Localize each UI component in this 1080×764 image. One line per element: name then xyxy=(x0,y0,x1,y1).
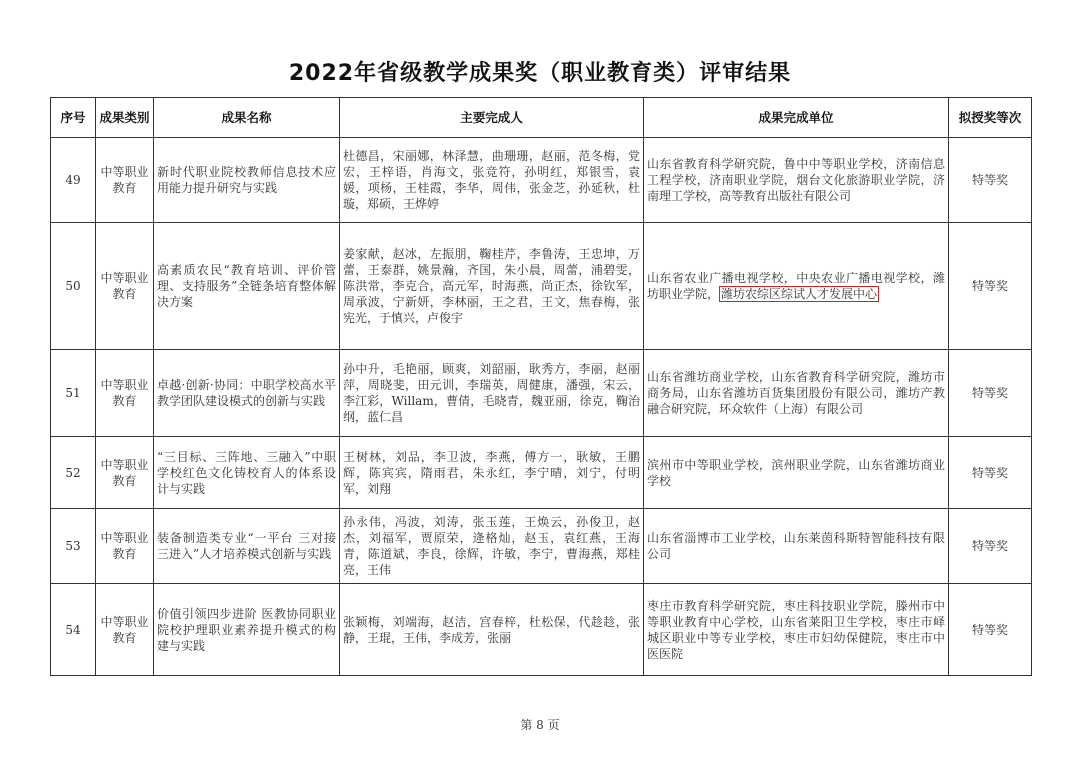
page-number: 第 8 页 xyxy=(520,718,560,732)
units-text: 山东省教育科学研究院，鲁中中等职业学校，济南信息工程学校，济南职业学院，烟台文化旅游职业学院，济南理工学校，高等教育出版社有限公司 xyxy=(647,157,945,203)
header-category: 成果类别 xyxy=(96,98,154,138)
row-category: 中等职业教育 xyxy=(96,584,154,676)
results-table xyxy=(50,97,1032,676)
row-name: 新时代职业院校教师信息技术应用能力提升研究与实践 xyxy=(154,138,340,223)
row-category: 中等职业教育 xyxy=(96,223,154,350)
row-category: 中等职业教育 xyxy=(96,509,154,584)
page-title: 2022年省级教学成果奖（职业教育类）评审结果 xyxy=(288,61,792,86)
row-units xyxy=(644,350,949,437)
table-header-row xyxy=(51,98,1032,138)
table-row xyxy=(51,437,1032,509)
units-text: 山东省淄博市工业学校，山东莱茵科斯特智能科技有限公司 xyxy=(647,531,945,561)
row-name: 装备制造类专业“一平台 三对接 三进入”人才培养模式创新与实践 xyxy=(154,509,340,584)
row-name: 高素质农民“教育培训、评价管理、支持服务”全链条培育整体解决方案 xyxy=(154,223,340,350)
row-category: 中等职业教育 xyxy=(96,138,154,223)
row-units xyxy=(644,138,949,223)
row-name: “三目标、三阵地、三融入”中职学校红色文化铸校育人的体系设计与实践 xyxy=(154,437,340,509)
row-award: 特等奖 xyxy=(949,509,1032,584)
row-units xyxy=(644,584,949,676)
row-people: 张颖梅，刘端海，赵洁，宫春梓，杜松保，代趁趁，张静，王琨，王伟，李成芳，张丽 xyxy=(340,584,644,676)
row-no: 54 xyxy=(51,584,96,676)
row-units xyxy=(644,509,949,584)
row-people: 孙中升，毛艳丽，顾爽，刘韶丽，耿秀方，李丽，赵丽萍，周晓斐，田元训，李瑞英，周健康，潘强，宋云，李江彩，Willam，曹倩，毛晓青，魏亚丽，徐克，鞠治纲，蓝仁昌 xyxy=(340,350,644,437)
table-row xyxy=(51,350,1032,437)
row-units xyxy=(644,437,949,509)
row-name: 卓越·创新·协同：中职学校高水平教学团队建设模式的创新与实践 xyxy=(154,350,340,437)
row-award: 特等奖 xyxy=(949,223,1032,350)
table-row xyxy=(51,509,1032,584)
row-no: 51 xyxy=(51,350,96,437)
row-award: 特等奖 xyxy=(949,138,1032,223)
units-text: 山东省潍坊商业学校，山东省教育科学研究院，潍坊市商务局，山东省潍坊百货集团股份有限公司，潍坊产教融合研究院，环众软件（上海）有限公司 xyxy=(647,370,945,416)
row-award: 特等奖 xyxy=(949,584,1032,676)
units-text: 枣庄市教育科学研究院，枣庄科技职业学院，滕州市中等职业教育中心学校，山东省莱阳卫生学校，枣庄市峄城区职业中等专业学校，枣庄市妇幼保健院，枣庄市中医医院 xyxy=(647,598,945,661)
row-category: 中等职业教育 xyxy=(96,350,154,437)
row-people: 王树林，刘品，李卫波，李燕，傅方一，耿敏，王鹏辉，陈宾宾，隋雨君，朱永红，李宁晴，刘宁，付明军，刘翔 xyxy=(340,437,644,509)
row-no: 52 xyxy=(51,437,96,509)
table-row xyxy=(51,223,1032,350)
header-no: 序号 xyxy=(51,98,96,138)
row-category: 中等职业教育 xyxy=(96,437,154,509)
table-row xyxy=(51,584,1032,676)
header-award: 拟授奖等次 xyxy=(949,98,1032,138)
row-no: 49 xyxy=(51,138,96,223)
header-units: 成果完成单位 xyxy=(644,98,949,138)
row-no: 53 xyxy=(51,509,96,584)
header-name: 成果名称 xyxy=(154,98,340,138)
units-highlight: 潍坊农综区综试人才发展中心 xyxy=(721,287,878,301)
units-text: 滨州市中等职业学校，滨州职业学院，山东省潍坊商业学校 xyxy=(647,457,945,488)
units-text: 山东省农业广播电视学校，中央农业广播电视学校，潍坊职业学院， xyxy=(647,271,945,301)
table-row xyxy=(51,138,1032,223)
header-people: 主要完成人 xyxy=(340,98,644,138)
row-award: 特等奖 xyxy=(949,350,1032,437)
row-name: 价值引领四步进阶 医教协同职业院校护理职业素养提升模式的构建与实践 xyxy=(154,584,340,676)
row-award: 特等奖 xyxy=(949,437,1032,509)
row-people: 姜家献，赵冰，左振朋，鞠桂芹，李鲁涛，王忠坤，万蕾，王泰群，姚景瀚，齐国，朱小晨，周蕾，浦碧雯，陈洪常，李克合，高元军，时海燕，尚正杰，徐钦军，周承波，宁新妍，李林丽，王之君，王文，焦春梅，张宪光，于慎兴，卢俊宇 xyxy=(340,223,644,350)
row-units xyxy=(644,223,949,350)
row-people: 孙永伟，冯波，刘涛，张玉莲，王焕云，孙俊卫，赵杰，刘福军，贾原荣，逄格灿，赵玉，袁红燕，王海青，陈道斌，李良，徐辉，许敏，李宁，曹海燕，郑桂亮，王伟 xyxy=(340,509,644,584)
row-no: 50 xyxy=(51,223,96,350)
row-people: 杜德昌，宋丽娜，林泽慧，曲珊珊，赵丽，范冬梅，党宏，王梓语，肖海文，张竞符，孙明红，郑银雪，袁媛，项杨，王桂霞，李华，周伟，张金芝，孙延秋，杜璇，郑硕，王烨婷 xyxy=(340,138,644,223)
